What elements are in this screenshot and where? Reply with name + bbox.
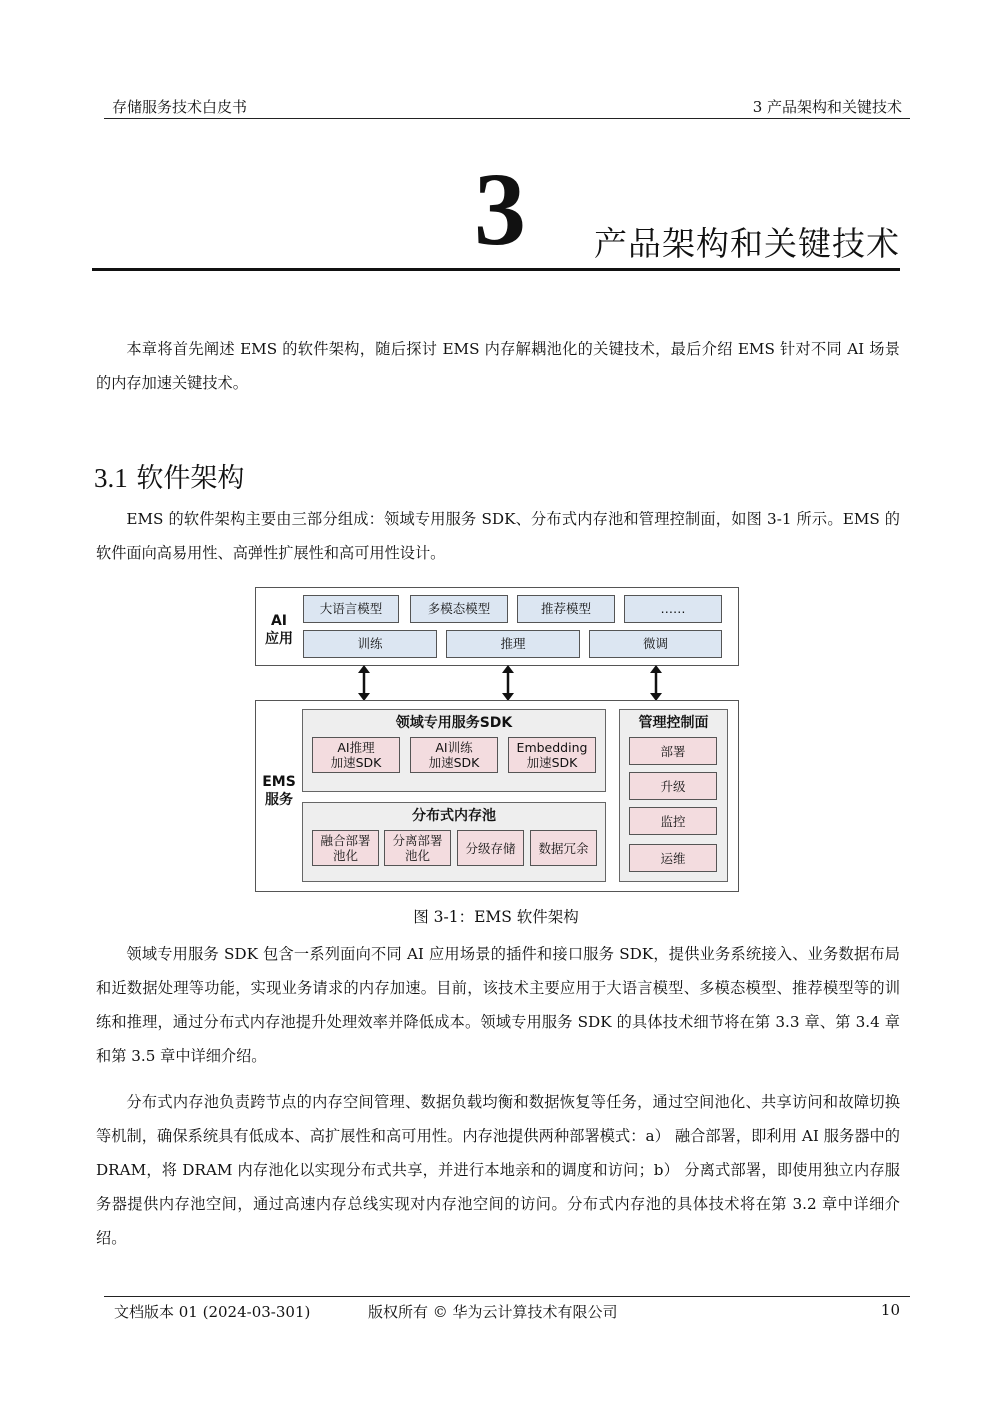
sdk-item-line: 加速SDK [330, 755, 382, 770]
mgmt-operations: 运维 [629, 844, 717, 872]
mgmt-monitor: 监控 [629, 807, 717, 835]
pool-item-line: 池化 [332, 848, 358, 863]
task-training: 训练 [303, 630, 437, 658]
pool-converged [312, 830, 379, 866]
ems-label [256, 773, 302, 809]
double-arrow-icon [499, 665, 517, 701]
figure-caption: 图 3-1：EMS 软件架构 [413, 908, 579, 926]
architecture-figure [255, 587, 741, 892]
footer-version: 文档版本 01 (2024-03-301) [114, 1303, 311, 1321]
sdk-item-line: Embedding [516, 740, 588, 755]
chapter-heading [92, 152, 900, 271]
ai-application-layer [255, 587, 739, 666]
sdk-embedding [508, 737, 596, 773]
chapter-title: 产品架构和关键技术 [594, 224, 900, 263]
pool-item-line: 分离部署 [392, 833, 443, 848]
ems-label-line1: EMS [262, 774, 296, 790]
sdk-panel [302, 709, 606, 792]
sdk-ai-training [410, 737, 498, 773]
sdk-item-line: 加速SDK [526, 755, 578, 770]
double-arrow-icon [355, 665, 373, 701]
section-heading [94, 456, 244, 495]
sdk-item-line: AI推理 [337, 740, 375, 755]
section-title: 软件架构 [136, 463, 245, 494]
ems-service-layer [255, 700, 739, 892]
mgmt-title: 管理控制面 [638, 715, 709, 731]
chapter-number: 3 [474, 152, 526, 267]
memory-pool-paragraph: 分布式内存池负责跨节点的内存空间管理、数据负载均衡和数据恢复等任务，通过空间池化、共享访问和故障切换等机制，确保系统具有低成本、高扩展性和高可用性。内存池提供两种部署模式：a） 融合部署，即利用 AI 服务器中的 DRAM，将 DRAM 内存池化以实现分布式共享，并进行本地亲和的调度和访问；b） 分离式部署，即使用独立内存服务器提供内存池空间，通过高速内存总线实现对内存池空间的访问。分布式内存池的具体技术将在第 3.2 章中详细介绍。 [96, 1093, 900, 1247]
ai-label-line1: AI [270, 613, 288, 629]
ai-label-line2: 应用 [265, 631, 293, 647]
mgmt-deploy: 部署 [629, 737, 717, 765]
pool-separated [384, 830, 451, 866]
pool-item-line: 融合部署 [320, 833, 371, 848]
intro-paragraph: 本章将首先阐述 EMS 的软件架构，随后探讨 EMS 内存解耦池化的关键技术，最后介绍 EMS 针对不同 AI 场景的内存加速关键技术。 [96, 340, 900, 392]
management-panel [619, 709, 728, 882]
pool-tiered-storage: 分级存储 [457, 830, 524, 866]
header-doc-title: 存储服务技术白皮书 [112, 98, 248, 116]
pool-data-redundancy: 数据冗余 [530, 830, 597, 866]
task-inference: 推理 [446, 630, 580, 658]
sdk-title: 领域专用服务SDK [395, 715, 513, 731]
page-number: 10 [880, 1301, 900, 1319]
sdk-paragraph: 领域专用服务 SDK 包含一系列面向不同 AI 应用场景的插件和接口服务 SDK，提供业务系统接入、业务数据布局和近数据处理等功能，实现业务请求的内存加速。目前，该技术主要应用于大语言模型、多模态模型、推荐模型等的训练和推理，通过分布式内存池提升处理效率并降低成本。领域专用服务 SDK 的具体技术细节将在第 3.3 章、第 3.4 章和第 3.5 章中详细介绍。 [96, 945, 900, 1065]
page-header [104, 96, 910, 119]
pool-item-line: 池化 [404, 848, 430, 863]
footer-copyright: 版权所有 © 华为云计算技术有限公司 [368, 1303, 618, 1321]
header-chapter: 3 产品架构和关键技术 [752, 98, 902, 116]
page-footer [104, 1296, 910, 1321]
pool-title: 分布式内存池 [412, 808, 496, 824]
model-llm: 大语言模型 [303, 595, 399, 623]
task-finetuning: 微调 [589, 630, 722, 658]
model-recommendation: 推荐模型 [517, 595, 615, 623]
sdk-item-line: 加速SDK [428, 755, 480, 770]
ems-label-line2: 服务 [265, 792, 293, 808]
mgmt-upgrade: 升级 [629, 772, 717, 800]
sdk-ai-inference [312, 737, 400, 773]
memory-pool-panel [302, 802, 606, 882]
model-more: …… [624, 595, 722, 623]
section-paragraph: EMS 的软件架构主要由三部分组成：领域专用服务 SDK、分布式内存池和管理控制面，如图 3-1 所示。EMS 的软件面向高易用性、高弹性扩展性和高可用性设计。 [96, 510, 900, 562]
sdk-item-line: AI训练 [435, 740, 473, 755]
double-arrow-icon [647, 665, 665, 701]
model-multimodal: 多模态模型 [410, 595, 508, 623]
ai-label [256, 612, 302, 648]
section-number: 3.1 [94, 463, 128, 493]
